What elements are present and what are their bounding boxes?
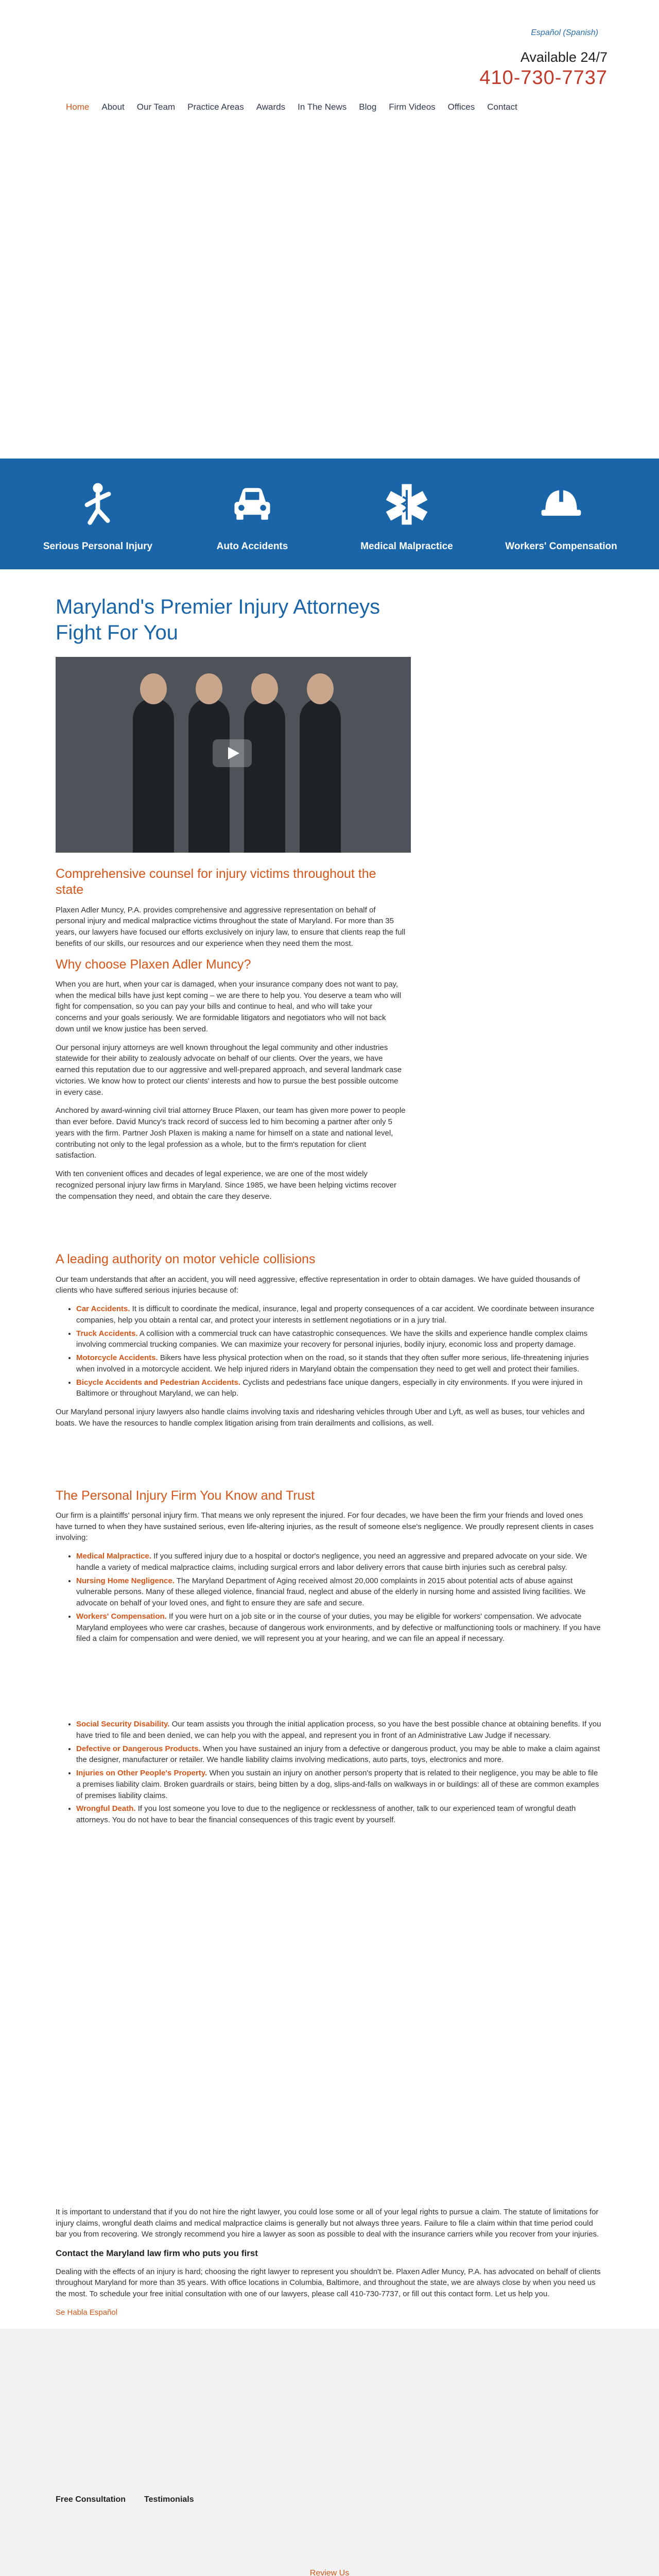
list-term[interactable]: Car Accidents. (76, 1304, 130, 1313)
main-content (0, 569, 659, 2318)
spanish-link[interactable]: Español (Spanish) (531, 28, 598, 37)
injury-icon (73, 479, 123, 529)
practice-medical-malpractice[interactable] (345, 479, 469, 569)
se-habla-espanol-link[interactable]: Se Habla Español (56, 2308, 118, 2317)
trust-section (56, 1488, 601, 1826)
hero-spacer (0, 118, 659, 459)
paragraph: Dealing with the effects of an injury is hard; choosing the right lawyer to represent you shouldn't be. Plaxen Adler Muncy, P.A. has advocated on behalf of clients throughout Maryland for more than 35 years. With office locations in Columbia, Baltimore, and throughout the state, we are always close by when you need us the most. To schedule your free initial consultation with one of our lawyers, please call 410-730-7737, or fill out this contact form. Let us help you. (56, 2267, 601, 2299)
attorney-figure (300, 698, 341, 853)
nav-in-the-news[interactable]: In The News (298, 102, 347, 112)
medical-icon (382, 479, 431, 529)
practice-label: Workers' Compensation (505, 540, 617, 552)
list-text: When you have sustained an injury from a defective or dangerous product, you may be able to make a claim against the designer, manufacturer or retailer. We handle liability claims involving medications, auto parts, toys, electronics and more. (76, 1744, 600, 1765)
paragraph: It is important to understand that if you do not hire the right lawyer, you could lose some or all of your legal rights to pursue a claim. The statute of limitations for injury claims, wrongful death claims and medical malpractice claims is generally but not always three years. Failure to file a claim within that time period could bar you from recovering. We strongly recommend you hire a lawyer as soon as possible to deal with the insurance carriers while you recover from your injuries. (56, 2207, 599, 2239)
page-title: Maryland's Premier Injury Attorneys Fight For You (56, 596, 380, 644)
attorney-figure (244, 698, 285, 853)
list-item (76, 1303, 601, 1326)
list-term[interactable]: Defective or Dangerous Products. (76, 1744, 201, 1753)
list-term[interactable]: Bicycle Accidents and Pedestrian Accidents. (76, 1378, 241, 1387)
nav-practice-areas[interactable]: Practice Areas (187, 102, 244, 112)
list-text: If you lost someone you love to due to the negligence or recklessness of another, talk to our experienced team of wrongful death attorneys. You do not have to bear the financial consequences of this tragic event by yourself. (76, 1804, 576, 1824)
section-heading: A leading authority on motor vehicle collisions (56, 1252, 316, 1267)
list-item (76, 1352, 601, 1375)
nav-blog[interactable]: Blog (359, 102, 377, 112)
practice-serious-injury[interactable] (36, 479, 160, 569)
tab-testimonials[interactable]: Testimonials (144, 2495, 194, 2504)
practice-label: Medical Malpractice (360, 540, 453, 552)
header-phone-link[interactable]: 410-730-7737 (479, 67, 608, 89)
list-text: If you were hurt on a job site or in the course of your duties, you may be eligible for workers' compensation. We advocate Maryland employees who were car crashes, because of dangerous work environments, and by defective or malfunctioning tools or machinery. If you have filed a claim for compensation and were denied, we will represent you at your hearing, and we can file an appeal if necessary. (76, 1612, 601, 1643)
list-item (76, 1611, 601, 1645)
attorneys-photo (133, 698, 341, 853)
list-term[interactable]: Motorcycle Accidents. (76, 1353, 158, 1362)
list-text: If you suffered injury due to a hospital or doctor's negligence, you need an aggressive and prepared advocate on your side. We handle a variety of medical malpractice claims, including surgical errors and labor delivery errors that cause birth injuries such as cerebral palsy. (76, 1552, 587, 1572)
paragraph: Our personal injury attorneys are well known throughout the legal community and other industries statewide for their ability to zealously advocate on behalf of our clients. Over the years, we have earned this reputation due to our aggressive and well-prepared approach, and several landmark case victories. We know how to protect our clients' interests and how to pursue the best possible outcome in every case. (56, 1043, 402, 1097)
list-term[interactable]: Workers' Compensation. (76, 1612, 167, 1621)
list-item (76, 1719, 601, 1741)
list-term[interactable]: Injuries on Other People's Property. (76, 1769, 207, 1777)
nav-our-team[interactable]: Our Team (136, 102, 176, 112)
contact-heading: Contact the Maryland law firm who puts you first (56, 2248, 258, 2258)
attorney-figure (188, 698, 230, 853)
practice-label: Auto Accidents (216, 540, 288, 552)
footer-area (0, 2329, 659, 2576)
practice-label: Serious Personal Injury (43, 540, 153, 552)
intro-section (56, 866, 406, 1202)
list-text: A collision with a commercial truck can have catastrophic consequences. We have the skills and experience handle complex claims involving commercial trucking companies. We can maximize your recovery for personal injuries, bodily injury, economic loss and property damage. (76, 1329, 587, 1349)
firm-video[interactable] (56, 657, 411, 853)
paragraph: Our team understands that after an accident, you will need aggressive, effective representation in order to obtain damages. We have guided thousands of clients who have suffered serious injuries because of: (56, 1275, 580, 1295)
accident-list (76, 1303, 601, 1399)
list-text: The Maryland Department of Aging received almost 20,000 complaints in 2015 about potential acts of abuse against vulnerable persons. Many of these alleged violence, financial fraud, neglect and abuse of the elderly in nursing home and assisted living facilities. We advocate on behalf of your loved ones, and fight to ensure they are safe and secure. (76, 1576, 586, 1607)
review-us-link[interactable]: Review Us (309, 2568, 350, 2576)
practice-auto-accidents[interactable] (190, 479, 314, 569)
list-item (76, 1803, 601, 1826)
nav-offices[interactable]: Offices (447, 102, 475, 112)
list-text: It is difficult to coordinate the medical, insurance, legal and property consequences of a car accident. We coordinate between insurance companies, help you obtain a rental car, and protect your interests in settlement negotiations or in a jury trial. (76, 1304, 595, 1325)
paragraph: With ten convenient offices and decades of legal experience, we are one of the most widely recognized personal injury law firms in Maryland. Since 1985, we have been helping victims recover the compensation they need, and obtain the care they deserve. (56, 1170, 396, 1201)
site-header (0, 0, 659, 118)
practice-area-band (0, 459, 659, 569)
nav-home[interactable]: Home (66, 102, 90, 112)
play-icon[interactable] (213, 739, 252, 767)
paragraph: Our firm is a plaintiffs' personal injury firm. That means we only represent the injured. For four decades, we have been the firm your friends and loved ones have turned to when they have sustained serious, even life-altering injuries, as the result of someone else's negligence. We proudly represent clients in cases involving: (56, 1511, 594, 1543)
list-term[interactable]: Wrongful Death. (76, 1804, 136, 1814)
list-term[interactable]: Medical Malpractice. (76, 1552, 151, 1561)
section-heading: Comprehensive counsel for injury victims throughout the state (56, 867, 376, 897)
list-text: Cyclists and pedestrians face unique dangers, especially in city environments. If you were injured in Baltimore or throughout Maryland, we can help. (76, 1378, 583, 1398)
case-type-list (76, 1551, 601, 1645)
nav-contact[interactable]: Contact (487, 102, 517, 112)
list-item (76, 1328, 601, 1351)
list-text: Our team assists you through the initial application process, so you have the best possible chance at obtaining benefits. If you have tried to file and been denied, we can help you with the appeal, and represent you in front of an Administrative Law Judge if necessary. (76, 1720, 601, 1740)
main-nav (66, 101, 517, 114)
helmet-icon (536, 479, 586, 529)
list-text: When you sustain an injury on another person's property that is related to their negligence, you may be able to file a premises liability claim. Broken guardrails or stairs, being bitten by a dog, slips-and-falls on walkways in or buildings: all of these are common examples of premises liability claims. (76, 1769, 599, 1800)
tab-free-consultation[interactable]: Free Consultation (56, 2495, 126, 2504)
list-term[interactable]: Truck Accidents. (76, 1329, 138, 1338)
paragraph: Plaxen Adler Muncy, P.A. provides comprehensive and aggressive representation on behalf of personal injury and medical malpractice victims throughout the state of Maryland. For more than 35 years, our lawyers have focused our efforts exclusively on injury law, to ensure that clients reap the full benefits of our skills, our resources and our experience when they need them the most. (56, 905, 406, 948)
paragraph: Anchored by award-winning civil trial attorney Bruce Plaxen, our team has given more power to people than ever before. David Muncy's track record of success led to him becoming a partner after only 5 years with the firm. Partner Josh Plaxen is making a name for himself on a state and national level, contributing not only to the legal profession as a whole, but to the firm's reputation for client satisfaction. (56, 1106, 406, 1160)
list-item (76, 1575, 601, 1609)
list-item (76, 1551, 601, 1573)
list-item (76, 1768, 601, 1801)
list-item (76, 1743, 601, 1766)
section-heading: The Personal Injury Firm You Know and Trust (56, 1488, 315, 1503)
paragraph: When you are hurt, when your car is damaged, when your insurance company does not want to pay, when the medical bills have just kept coming – we are there to help you. You deserve a team who will fight for compensation, so you can pay your bills and continue to heal, and who will take your concerns and your goals seriously. We are formidable litigators and negotiators who will not back down until we know justice has been served. (56, 979, 402, 1033)
car-icon (228, 479, 277, 529)
list-item (76, 1377, 601, 1400)
nav-firm-videos[interactable]: Firm Videos (389, 102, 436, 112)
list-text: Bikers have less physical protection when on the road, so it stands that they often suffer more serious, life-threatening injuries when involved in a motorcycle accident. We help injured riders in Maryland obtain the compensation they need to get well and protect their families. (76, 1353, 589, 1374)
footer-tabs (0, 2494, 659, 2505)
motor-vehicle-section (56, 1251, 601, 1429)
contact-section (56, 2207, 601, 2318)
section-heading: Why choose Plaxen Adler Muncy? (56, 957, 251, 972)
nav-about[interactable]: About (101, 102, 125, 112)
nav-awards[interactable]: Awards (256, 102, 286, 112)
list-term[interactable]: Social Security Disability. (76, 1720, 170, 1728)
practice-workers-comp[interactable] (499, 479, 623, 569)
availability-text: Available 24/7 (520, 49, 608, 65)
list-term[interactable]: Nursing Home Negligence. (76, 1576, 175, 1585)
paragraph: Our Maryland personal injury lawyers also handle claims involving taxis and ridesharing vehicles through Uber and Lyft, as well as buses, tour vehicles and boats. We have the resources to handle complex litigation arising from train derailments and collisions, as well. (56, 1408, 585, 1428)
case-type-list-2 (76, 1719, 601, 1826)
attorney-figure (133, 698, 174, 853)
